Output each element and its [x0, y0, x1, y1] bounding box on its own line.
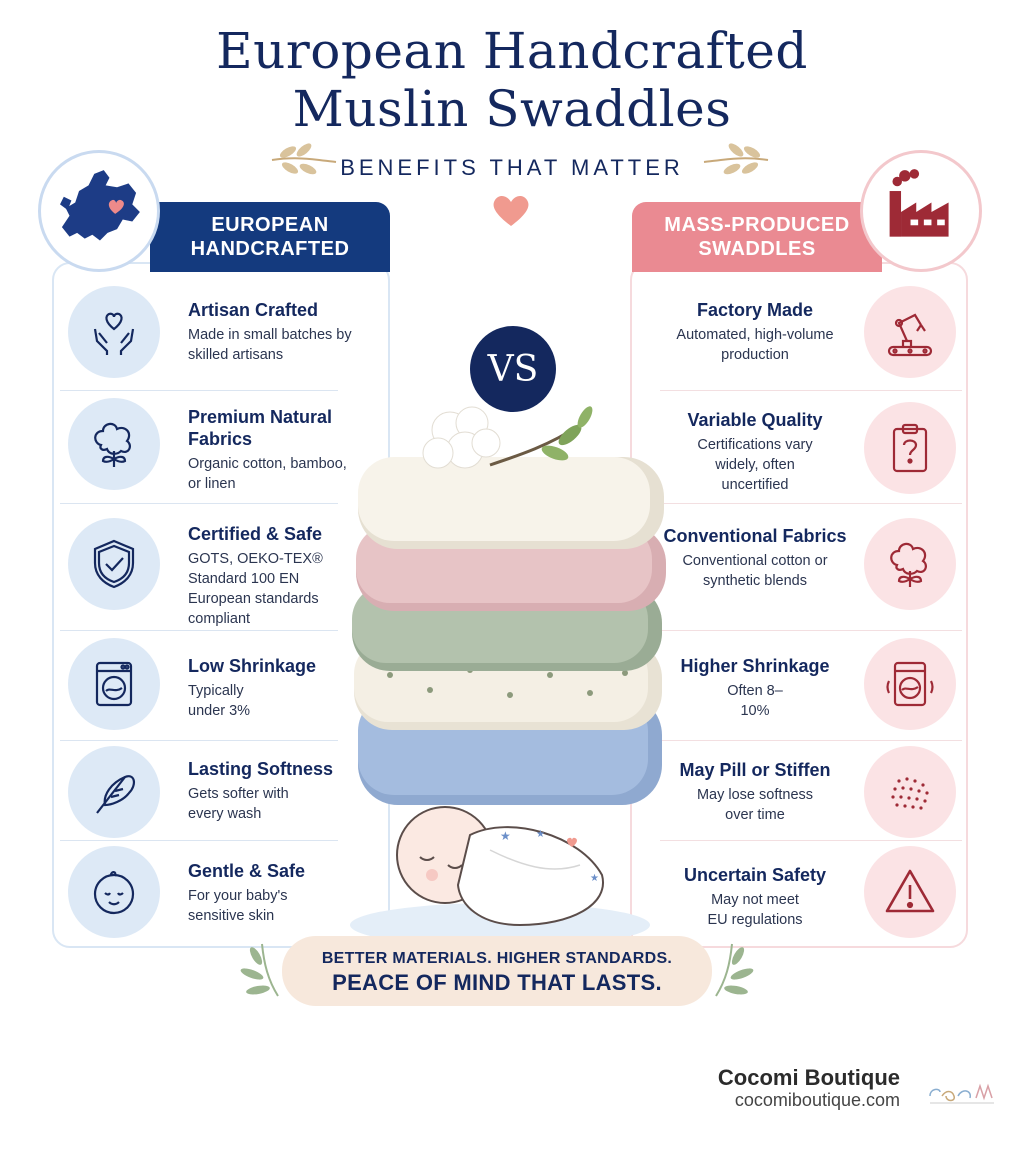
- factory-badge: [860, 150, 982, 272]
- right-item-6-desc: May not meet EU regulations: [707, 892, 803, 928]
- right-icon-circle-6: [864, 846, 956, 938]
- europe-map-icon: [41, 153, 157, 269]
- right-item-6: [660, 864, 850, 930]
- footer-line-2: PEACE OF MIND THAT LASTS.: [332, 970, 662, 995]
- right-header-line-2: SWADDLES: [698, 238, 816, 260]
- left-item-2-desc: Organic cotton, bamboo, or linen: [188, 456, 347, 492]
- left-item-6: [188, 860, 358, 926]
- left-icon-circle-3: [68, 518, 160, 610]
- left-icon-circle-5: [68, 746, 160, 838]
- divider: [660, 503, 962, 504]
- brand-logo-icon: [924, 1078, 1000, 1108]
- right-header: [632, 202, 882, 272]
- right-icon-circle-4: [864, 638, 956, 730]
- right-icon-circle-5: [864, 746, 956, 838]
- right-item-2: [660, 409, 850, 495]
- factory-icon: [863, 153, 979, 269]
- pilling-dots-icon: [881, 763, 939, 821]
- left-item-2-title: Premium Natural Fabrics: [188, 407, 333, 449]
- divider: [660, 740, 962, 741]
- robot-arm-icon: [881, 303, 939, 361]
- right-item-6-title: Uncertain Safety: [683, 865, 827, 885]
- left-icon-circle-4: [68, 638, 160, 730]
- divider: [60, 630, 338, 631]
- warning-triangle-icon: [881, 863, 939, 921]
- svg-text:★: ★: [590, 873, 599, 884]
- right-item-4-desc: Often 8–10%: [727, 683, 783, 719]
- left-item-2: [188, 406, 358, 494]
- swaddle-stack-illustration: [340, 395, 680, 955]
- left-item-1-title: Artisan Crafted: [188, 300, 319, 320]
- left-item-1-desc: Made in small batches by skilled artisans: [188, 327, 352, 363]
- right-item-5: [660, 759, 850, 825]
- svg-text:★: ★: [500, 829, 511, 843]
- right-item-1: [660, 299, 850, 365]
- page-title: [0, 22, 1024, 138]
- left-icon-circle-1: [68, 286, 160, 378]
- divider: [60, 503, 338, 504]
- right-icon-circle-2: [864, 402, 956, 494]
- right-item-5-desc: May lose softness over time: [696, 787, 814, 823]
- baby-face-icon: [85, 863, 143, 921]
- right-icon-circle-1: [864, 286, 956, 378]
- footer-line-1: BETTER MATERIALS. HIGHER STANDARDS.: [321, 950, 673, 967]
- right-item-3-desc: Conventional cotton or synthetic blends: [682, 553, 828, 589]
- left-item-1: [188, 299, 358, 365]
- brand-name: Cocomi Boutique: [717, 1065, 900, 1090]
- right-item-4: [660, 655, 850, 721]
- divider: [660, 390, 962, 391]
- left-item-3: [188, 523, 358, 629]
- divider: [660, 630, 962, 631]
- right-item-1-title: Factory Made: [696, 300, 814, 320]
- brand-url[interactable]: cocomiboutique.com: [734, 1090, 900, 1110]
- left-icon-circle-2: [68, 398, 160, 490]
- right-item-3-title: Conventional Fabrics: [663, 526, 847, 546]
- footer-banner: [282, 936, 712, 1006]
- divider: [60, 840, 338, 841]
- left-item-3-title: Certified & Safe: [188, 524, 323, 544]
- left-header: [150, 202, 390, 272]
- right-item-3: [660, 525, 850, 591]
- title-line-2: Muslin Swaddles: [292, 80, 732, 138]
- left-item-5-title: Lasting Softness: [188, 759, 334, 779]
- left-item-4-title: Low Shrinkage: [188, 656, 317, 676]
- leaf-branch-left-icon: [238, 940, 282, 1000]
- left-header-line-1: EUROPEAN: [211, 214, 329, 236]
- subtitle: BENEFITS THAT MATTER: [340, 155, 684, 180]
- right-item-1-desc: Automated, high-volume production: [676, 327, 834, 363]
- left-icon-circle-6: [68, 846, 160, 938]
- left-header-line-2: HANDCRAFTED: [190, 238, 350, 260]
- feather-icon: [85, 763, 143, 821]
- cotton-flower-icon: [881, 535, 939, 593]
- hands-heart-icon: [85, 303, 143, 361]
- divider: [60, 740, 338, 741]
- left-item-3-desc: GOTS, OEKO-TEX® Standard 100 EN European standards compliant: [188, 551, 323, 627]
- right-icon-circle-3: [864, 518, 956, 610]
- right-header-line-1: MASS-PRODUCED: [664, 214, 850, 236]
- right-item-2-desc: Certifications vary widely, often uncertified: [697, 437, 813, 493]
- left-item-6-desc: For your baby's sensitive skin: [188, 888, 288, 924]
- shield-check-icon: [85, 535, 143, 593]
- left-item-4-desc: Typically under 3%: [188, 683, 251, 719]
- svg-text:★: ★: [536, 829, 545, 840]
- left-item-6-title: Gentle & Safe: [188, 861, 306, 881]
- washing-machine-vibrating-icon: [881, 655, 939, 713]
- right-item-4-title: Higher Shrinkage: [680, 656, 830, 676]
- leaf-branch-right-icon: [712, 940, 756, 1000]
- left-item-5-desc: Gets softer with every wash: [188, 786, 289, 822]
- divider: [660, 840, 962, 841]
- europe-badge: [38, 150, 160, 272]
- left-item-4: [188, 655, 358, 721]
- clipboard-question-icon: [881, 419, 939, 477]
- title-line-1: European Handcrafted: [216, 22, 808, 80]
- cotton-flower-icon: [85, 415, 143, 473]
- vs-badge: VS: [470, 326, 556, 412]
- divider: [60, 390, 338, 391]
- heart-icon: [491, 192, 531, 228]
- left-item-5: [188, 758, 358, 824]
- right-item-5-title: May Pill or Stiffen: [679, 760, 831, 780]
- right-item-2-title: Variable Quality: [687, 410, 823, 430]
- washing-machine-icon: [85, 655, 143, 713]
